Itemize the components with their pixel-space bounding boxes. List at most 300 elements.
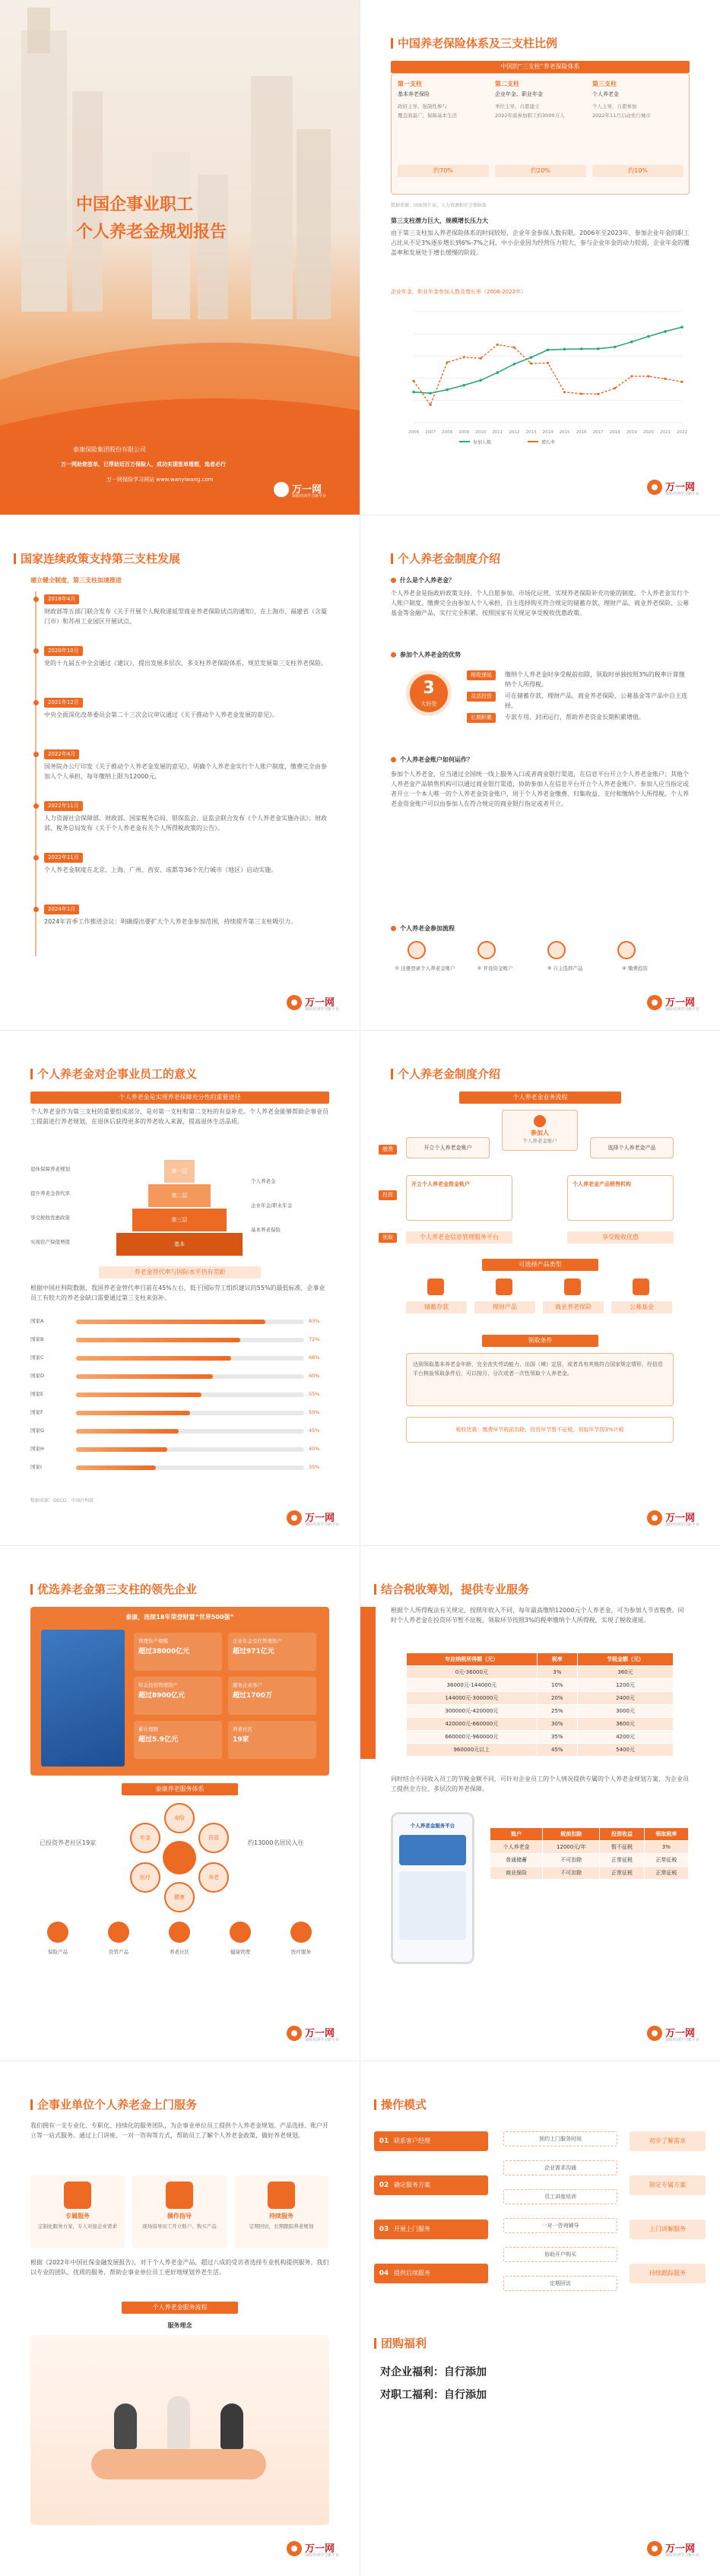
stat-label: 服务企业客户 <box>233 1682 262 1688</box>
service-label: 健康管理 <box>230 1949 250 1955</box>
bullet <box>391 757 396 762</box>
point-participants <box>513 363 516 366</box>
timeline-text: 2024年首季工作推进会议：明确提出要扩大个人养老金参加范围，持续提升第三支柱吸引力。 <box>44 918 297 925</box>
table-cell: 5400元 <box>577 1744 673 1757</box>
welfare-title: 团购福利 <box>374 2335 427 2351</box>
stat-card <box>228 1677 316 1715</box>
pillar-line: 个人主导，自愿参加 <box>592 103 637 109</box>
question: 个人养老金参加流程 <box>400 925 455 932</box>
point-growth <box>647 375 649 377</box>
table-row <box>407 1692 674 1705</box>
logo-icon <box>287 1510 302 1526</box>
footer-logo <box>647 2540 700 2559</box>
pyramid-left-label: 退休保障养老规划 <box>30 1166 70 1172</box>
stat-value: 超过38000亿元 <box>138 1648 190 1656</box>
tax-highlight-text: 税收优惠：缴费环节税前扣除，投资环节暂不征税，领取环节按3%计税 <box>455 1427 624 1433</box>
point-participants <box>479 379 482 382</box>
x-tick-label: 2020 <box>642 430 654 435</box>
node-label: 开立个人养老金账户 <box>423 1145 472 1151</box>
page-title: 个人养老金制度介绍 <box>391 1066 500 1082</box>
table-cell: 2400元 <box>577 1692 673 1705</box>
side-label: 缴费 <box>379 1145 397 1155</box>
question: 参加个人养老金的优势 <box>400 651 461 658</box>
table-cell: 12000元/年 <box>543 1841 600 1854</box>
logo-icon <box>647 480 662 495</box>
node-label: 选择个人养老金产品 <box>607 1145 656 1151</box>
cover-slogan: 万一网助您签单，已帮助近百万保险人，成功实现签单理想，选者必行 <box>61 461 226 467</box>
table-row <box>407 1705 674 1718</box>
timeline-text: 党的十九届五中全会通过《建议》，提出发展多层次、多支柱养老保险体系，规范发展第三支柱养老保险。 <box>44 660 327 667</box>
pillar-col-3 <box>592 80 684 119</box>
page-title: 中国养老保险体系及三支柱比例 <box>391 35 557 51</box>
welfare-enterprise: 对企业福利：自行添加 <box>380 2366 487 2378</box>
point-growth <box>463 356 465 358</box>
bar-fill <box>76 1447 167 1452</box>
table-row <box>490 1841 689 1854</box>
table-cell: 正常征税 <box>644 1854 688 1867</box>
step-box <box>374 2131 488 2151</box>
point-growth <box>580 392 582 394</box>
table-header: 税前扣除 <box>543 1828 600 1841</box>
table-header: 领取税率 <box>644 1828 688 1841</box>
center-node <box>502 1110 578 1151</box>
step-result: 持续跟踪服务 <box>630 2264 706 2283</box>
bar-label: 国家H <box>30 1446 44 1452</box>
card-icon <box>268 2182 295 2209</box>
table-cell: 960000元以上 <box>407 1744 538 1757</box>
table-row <box>407 1731 674 1744</box>
table-row <box>407 1718 674 1731</box>
card-icon <box>166 2182 193 2209</box>
mid-item: 协助开户购买 <box>503 2247 617 2262</box>
pyramid-left-label: 享受税收优惠政策 <box>30 1215 70 1221</box>
app-card <box>399 1835 466 1865</box>
pyramid-right-label: 个人养老金 <box>251 1178 276 1184</box>
question: 个人养老金账户如何运作？ <box>400 756 473 763</box>
logo-name: 万一网 <box>305 1513 335 1524</box>
table-cell: 3600元 <box>577 1718 673 1731</box>
step-icon <box>617 941 636 959</box>
page-title: 结合税收筹划，提供专业服务 <box>374 1581 529 1597</box>
page-policy <box>0 515 360 1030</box>
timeline-line <box>35 591 36 956</box>
bar-value: 40% <box>309 1446 320 1452</box>
card-text: 现场指导员工开立账户、购买产品 <box>142 2223 217 2229</box>
section-bar: 中国的“三支柱”养老保险体系 <box>391 61 690 73</box>
table-row <box>490 1854 689 1867</box>
answer: 个人养老金是指政府政策支持、个人自愿参加、市场化运营，实现养老保险补充功能的制度。个人养老金实行个人账户制度，缴费完全由参加人个人承担，自主选择购买符合规定的储蓄存款、理财产品、商业养老保险、公募基金等金融产品，实行完全积累，按照国家有关规定享受税收优惠政策。 <box>391 590 689 616</box>
bar-track <box>76 1429 304 1434</box>
stat-label: 管理资产规模 <box>138 1638 168 1644</box>
city-skyline <box>0 0 360 515</box>
bar-value: 72% <box>309 1336 320 1342</box>
step-label: 联系客户经理 <box>394 2137 430 2144</box>
step-label: 确定服务方案 <box>394 2182 430 2188</box>
pyramid-level: 第一层 <box>164 1160 195 1183</box>
pillar-col-2 <box>495 80 586 119</box>
point-growth <box>547 362 549 364</box>
product-icon <box>427 1278 444 1295</box>
table-cell: 不可扣除 <box>543 1867 600 1880</box>
table-row <box>407 1744 674 1757</box>
benefit-tag: 灵活投资 <box>467 692 496 702</box>
table-cell: 20% <box>537 1692 577 1705</box>
bar-label: 国家B <box>30 1336 44 1342</box>
paragraph: 同时结合不同收入员工的节税金额不同，可针对企业员工的个人情况提供专属的个人养老金规划方案，为企业员工提供全方位、多层次的养老保障。 <box>391 1776 689 1792</box>
bar-label: 国家E <box>30 1391 44 1397</box>
timeline-date: 2018年4月 <box>44 594 79 604</box>
step-icon <box>547 941 566 959</box>
stat-card <box>228 1633 316 1671</box>
timeline-dot <box>33 700 39 705</box>
benefit-text: 可在储蓄存款、理财产品、商业养老保险、公募基金等产品中自主选择。 <box>505 692 687 709</box>
point-participants <box>462 384 465 387</box>
company-book-image <box>41 1630 125 1766</box>
node-right-top <box>590 1137 674 1158</box>
point-participants <box>563 348 566 351</box>
logo-sub: 保险培训学习新平台 <box>305 1007 340 1012</box>
footer-logo <box>287 2024 340 2044</box>
table-cell: 4200元 <box>577 1731 673 1744</box>
legend-label: 参加人数 <box>473 440 492 445</box>
x-tick-label: 2011 <box>492 430 503 435</box>
pyramid-right-label: 基本养老保险 <box>251 1227 281 1233</box>
service-icon <box>230 1922 251 1943</box>
x-tick-label: 2015 <box>559 430 570 435</box>
tax-table <box>406 1652 674 1757</box>
point-participants <box>647 335 650 338</box>
node-right-bot: 享受税收优惠 <box>567 1231 674 1244</box>
bar-track <box>76 1447 304 1452</box>
cover-website: 万一网保险学习网站 www.wanyiwang.com <box>106 477 214 483</box>
bar-value: 55% <box>309 1391 320 1397</box>
step-result: 初步了解需求 <box>630 2131 706 2151</box>
logo-sub: 保险培训学习新平台 <box>292 494 327 499</box>
bar-label: 国家G <box>30 1427 45 1434</box>
point-participants <box>412 391 415 394</box>
bar-label: 国家I <box>30 1464 42 1470</box>
table-cell: 不可扣除 <box>543 1854 600 1867</box>
condition-box <box>406 1353 674 1406</box>
page-process <box>360 1031 720 1545</box>
point-participants <box>614 346 617 349</box>
logo-sub: 保险培训学习新平台 <box>665 2553 700 2558</box>
bar-label: 国家A <box>30 1318 44 1324</box>
bar-value: 35% <box>309 1464 320 1470</box>
bullet <box>391 926 396 931</box>
table-cell: 30% <box>537 1718 577 1731</box>
table-cell: 0元-36000元 <box>407 1666 538 1679</box>
section-bar: 个人养老金是实现养老保障充分性的重要途径 <box>30 1092 329 1104</box>
bar-value: 68% <box>309 1355 320 1361</box>
table-cell: 45% <box>537 1744 577 1757</box>
card-text: 定制化服务方案，专人对接企业需求 <box>38 2223 117 2229</box>
page-pension-system <box>360 0 720 515</box>
stat-label: 企业年金受托管理资产 <box>233 1638 282 1644</box>
product-label: 理财产品 <box>474 1301 535 1313</box>
service-card <box>234 2175 328 2248</box>
app-list <box>399 1871 466 1940</box>
table-cell: 420000元-660000元 <box>407 1718 538 1731</box>
table-row <box>490 1867 689 1880</box>
timeline-date: 2024年1月 <box>44 905 79 914</box>
bar-fill <box>76 1393 201 1397</box>
user-icon <box>534 1115 546 1127</box>
table-cell: 10% <box>537 1679 577 1692</box>
point-participants <box>530 356 533 359</box>
page-title: 个人养老金对企事业员工的意义 <box>30 1066 197 1082</box>
service-illustration <box>30 2335 329 2525</box>
service-card <box>132 2175 227 2248</box>
point-growth <box>513 346 515 348</box>
step-box <box>374 2175 488 2195</box>
timeline-dot <box>33 648 39 654</box>
timeline-date: 2022年11月 <box>44 801 83 811</box>
table-cell: 正常征税 <box>600 1867 644 1880</box>
footer-logo <box>647 2024 700 2044</box>
big-number: 3 <box>423 679 435 698</box>
timeline-dot <box>33 597 39 602</box>
pillar-sub: 企业年金、职业年金 <box>495 91 543 97</box>
mid-item: 一对一咨询辅导 <box>503 2218 617 2233</box>
bar-track <box>76 1411 304 1415</box>
bar-fill <box>76 1320 265 1324</box>
timeline-dot <box>33 907 39 912</box>
point-growth <box>446 361 449 363</box>
stat-value: 超过971亿元 <box>233 1648 274 1656</box>
table-cell: 144000元-300000元 <box>407 1692 538 1705</box>
question: 什么是个人养老金？ <box>400 577 455 584</box>
cover-logo <box>274 480 342 502</box>
page-title: 操作模式 <box>374 2096 427 2112</box>
table-cell: 商业保险 <box>490 1867 543 1880</box>
pyramid-left-label: 实现资产保值增值 <box>30 1239 70 1245</box>
logo-sub: 保险培训学习新平台 <box>665 492 700 496</box>
step-label: 开展上门服务 <box>394 2226 430 2232</box>
footer-logo <box>647 993 700 1013</box>
point-growth <box>614 387 616 389</box>
source-note: 数据来源：国家统计局、人力资源和社会保障部 <box>391 203 487 208</box>
timeline-text: 个人养老金制度在北京、上海、广州、西安、成都等36个先行城市（地区）启动实施。 <box>44 867 278 873</box>
product-icon <box>496 1278 512 1295</box>
node-right-mid <box>567 1175 674 1221</box>
point-participants <box>680 326 684 329</box>
step-result: 上门讲解服务 <box>630 2220 706 2239</box>
table-cell: 3000元 <box>577 1705 673 1718</box>
timeline-text: 人力资源社会保障部、财政部、国家税务总局、银保监会、证监会联合发布《个人养老金实施办法》；财政部、税务总局发布《关于个人养老金有关个人所得税政策的公告》。 <box>44 815 327 832</box>
logo-name: 万一网 <box>665 997 696 1009</box>
mid-item: 员工讲座培训 <box>503 2189 617 2204</box>
point-participants <box>597 347 600 350</box>
hex-note: 已投资养老社区19家 <box>40 1839 97 1846</box>
bar-fill <box>76 1338 240 1342</box>
table-cell: 35% <box>537 1731 577 1744</box>
logo-sub: 保险培训学习新平台 <box>305 1522 340 1527</box>
bullet <box>391 578 396 583</box>
step-icon <box>477 941 496 959</box>
center-sub: 个人养老金账户 <box>522 1138 557 1144</box>
mid-item: 定期回访 <box>503 2276 617 2291</box>
stat-label: 养老社区 <box>233 1726 252 1732</box>
logo-name: 万一网 <box>665 1513 696 1524</box>
bar-fill <box>76 1411 190 1415</box>
stat-label: 年金投资管理资产 <box>138 1682 178 1688</box>
hex-center <box>163 1841 196 1874</box>
logo-name: 万一网 <box>305 2543 335 2555</box>
comparison-table <box>490 1827 689 1880</box>
card-title: 持续服务 <box>269 2213 293 2220</box>
x-tick-label: 2006 <box>408 430 419 435</box>
stat-card <box>228 1721 316 1759</box>
footer-logo <box>287 2540 340 2559</box>
stat-value: 超过1700万 <box>233 1692 273 1700</box>
x-tick-label: 2021 <box>659 430 671 435</box>
chart-caption: 企业年金、职业年金参加人数及增长率（2006-2022年） <box>391 289 527 295</box>
step-box <box>374 2220 488 2239</box>
hex-node: 医疗 <box>130 1862 160 1893</box>
card-text: 定期回访，长期跟踪养老规划 <box>249 2223 314 2229</box>
table-cell: 3% <box>644 1841 688 1854</box>
logo-icon <box>287 2026 302 2041</box>
hex-node: 健康 <box>164 1882 195 1912</box>
logo-sub: 保险培训学习新平台 <box>305 2038 340 2042</box>
bar-track <box>76 1374 304 1379</box>
point-participants <box>580 347 583 350</box>
pillar-line: 2022年11月启动先行城市 <box>592 112 651 119</box>
step-num: 01 <box>379 2137 389 2145</box>
paragraph: 根据《2022年中国社保金融发展报告》，对于个人养老金产品，超过八成的受访者选择专业机构提供服务。我们以专业的团队、优质的服务，帮助企事业单位员工更好地规划养老生活。 <box>30 2259 329 2276</box>
table-cell: 25% <box>537 1705 577 1718</box>
logo-icon <box>287 995 302 1010</box>
logo-name: 万一网 <box>665 2543 696 2555</box>
x-tick-label: 2018 <box>609 430 620 435</box>
benefit-text: 缴纳个人养老金时享受税前扣除，领取时单独按照3%的税率计算缴纳个人所得税。 <box>505 671 685 688</box>
step-num: 02 <box>379 2182 389 2189</box>
logo-icon <box>647 2026 662 2041</box>
app-phone-mockup <box>391 1812 474 1964</box>
x-tick-label: 2012 <box>509 430 520 435</box>
point-growth <box>429 404 431 406</box>
pct-label: 约10% <box>592 165 684 177</box>
process-title: 服务理念 <box>167 2322 192 2329</box>
hex-note: 约13000名居民入住 <box>248 1839 304 1846</box>
policy-section-title: 建立健全制度，第三支柱加速推进 <box>30 577 122 584</box>
table-row <box>407 1679 674 1692</box>
bar-track <box>76 1338 304 1342</box>
mid-item: 预约上门服务时间 <box>503 2131 617 2147</box>
point-growth <box>412 380 414 382</box>
logo-icon <box>647 995 662 1010</box>
pillar-name: 第二支柱 <box>495 81 519 87</box>
point-growth <box>630 375 633 377</box>
benefit-tag: 长期积累 <box>467 713 496 723</box>
bar-track <box>76 1393 304 1397</box>
x-tick-label: 2014 <box>542 430 553 435</box>
step-icon <box>408 941 426 959</box>
footer-logo <box>647 478 700 498</box>
banner-title: 泰康，连续18年荣登财富“世界500强” <box>125 1614 234 1621</box>
logo-sub: 保险培训学习新平台 <box>305 2553 340 2558</box>
page-title: 国家连续政策支持第三支柱发展 <box>14 550 180 566</box>
page-operation <box>360 2061 720 2576</box>
service-icon <box>108 1922 129 1943</box>
x-tick-label: 2017 <box>592 430 604 435</box>
table-cell: 普通储蓄 <box>490 1854 543 1867</box>
product-label: 公募基金 <box>611 1301 672 1313</box>
benefit-text: 专款专用、封闭运行，帮助养老资金长期积累增值。 <box>505 714 645 721</box>
service-label: 保险产品 <box>48 1949 68 1955</box>
pillar-name: 第三支柱 <box>592 81 617 87</box>
pension-line-chart <box>391 301 690 445</box>
step-num: 04 <box>379 2270 389 2277</box>
logo-name: 万一网 <box>665 482 696 493</box>
series-line-growth <box>414 344 682 404</box>
logo-sub: 保险培训学习新平台 <box>665 1522 700 1527</box>
company-banner <box>30 1607 329 1776</box>
answer: 参加个人养老金，应当通过全国统一线上服务入口或者商业银行渠道，在信息平台开立个人养老金账户；其他个人养老金产品销售机构可以通过商业银行渠道，协助参加人在信息平台开立个人养老金账户。参加人应当指定或者开立一个本人唯一的个人养老金资金账户，用于个人养老金缴费、归集收益、支付和缴纳个人所得税。个人养老金资金账户可以由参加人在符合规定的商业银行指定或者开立。 <box>391 771 689 807</box>
page-pension-intro <box>360 515 720 1030</box>
hex-node: 养老 <box>198 1862 229 1893</box>
pillar-line: 单位主导，自愿建立 <box>495 103 540 109</box>
step-num: 03 <box>379 2226 389 2233</box>
point-participants <box>429 391 432 394</box>
timeline-text: 国务院办公厅印发《关于推动个人养老金发展的意见》，明确个人养老金实行个人账户制度，缴费完全由参加人个人承担，每年缴纳上限为12000元。 <box>44 763 327 780</box>
timeline-dot <box>33 855 39 860</box>
step-result: 制定专属方案 <box>630 2175 706 2195</box>
stat-label: 累计理赔 <box>138 1726 158 1732</box>
source-note: 数据来源：OECD、中国社科院 <box>30 1498 94 1503</box>
pillar-name: 第一支柱 <box>398 81 422 87</box>
paragraph: 我们拥有一支专业化、专职化、持续化的服务团队，为企事业单位员工提供个人养老金规划、产品选择、账户开立等一站式服务。通过上门讲座、一对一咨询等方式，帮助员工了解个人养老金政策，做好养老规划。 <box>30 2122 328 2139</box>
service-card <box>30 2175 125 2248</box>
table-header: 税率 <box>537 1653 577 1666</box>
pyramid-right-label: 企业年金/职业年金 <box>251 1202 293 1209</box>
timeline-date: 2022年11月 <box>44 853 83 863</box>
cover-publisher: 泰康保险集团股份有限公司 <box>73 446 146 453</box>
x-tick-label: 2009 <box>458 430 470 435</box>
pyramid-left-label: 提升养老金替代率 <box>30 1190 70 1196</box>
page-tax-planning <box>360 1546 720 2061</box>
point-growth <box>664 378 666 380</box>
pyramid-level: 基本 <box>116 1233 243 1256</box>
bar-value: 50% <box>309 1409 320 1415</box>
paragraph: 由于第三支柱加入养老保险体系的时间较短，企业年金参保人数有限。2006年至2023年，参加企业年金的职工占比从不足3%逐步增长到6%-7%之间，中小企业因为经营压力较大，参与企业年金的动力较弱，企业年金的覆盖率和发展处于增长缓慢的阶段。 <box>391 230 690 256</box>
x-tick-label: 2016 <box>576 430 587 435</box>
paragraph: 个人养老金作为第三支柱的重要组成部分，是对第一支柱和第二支柱的有益补充。个人养老金能够帮助企事业员工提前进行养老规划，在退休后获得更多的养老收入来源，提高退休生活品质。 <box>30 1108 328 1125</box>
paragraph: 根据中国社科院数据，我国养老金替代率目前在45%左右，低于国际劳工组织建议的55%的最低标准，企事业员工有较大的养老金缺口需要通过第三支柱来弥补。 <box>30 1285 325 1301</box>
table-cell: 正常征税 <box>644 1867 688 1880</box>
meeting-table <box>91 2449 266 2479</box>
pillar-sub: 基本养老保险 <box>398 91 430 97</box>
logo-icon <box>647 1510 662 1526</box>
card-icon <box>64 2182 91 2209</box>
paragraph: 根据个人所得税法有关规定，按照年收入不同，每年最高缴纳12000元个人养老金，可为参加人节省税费。同时个人养老金在投资环节暂不征税，领取环节按照3%的税率缴纳个人所得税，实现了税收递延。 <box>391 1607 684 1624</box>
table-cell: 1200元 <box>577 1679 673 1692</box>
hex-node: 年金 <box>130 1823 160 1853</box>
section-bar: 养老金替代率与国际水平仍有差距 <box>99 1266 261 1278</box>
card-title: 操作指导 <box>167 2213 192 2220</box>
tax-highlight <box>406 1417 674 1443</box>
pct-label: 约70% <box>398 165 489 177</box>
node-left-top <box>406 1137 490 1158</box>
page-onsite-service <box>0 2061 360 2576</box>
product-icon <box>564 1278 581 1295</box>
logo-sub: 保险培训学习新平台 <box>665 2038 700 2042</box>
bar-fill <box>76 1356 231 1361</box>
logo-name: 万一网 <box>305 997 335 1009</box>
section-bar: 个人养老金服务流程 <box>122 2302 238 2314</box>
logo-name: 万一网 <box>292 484 322 496</box>
